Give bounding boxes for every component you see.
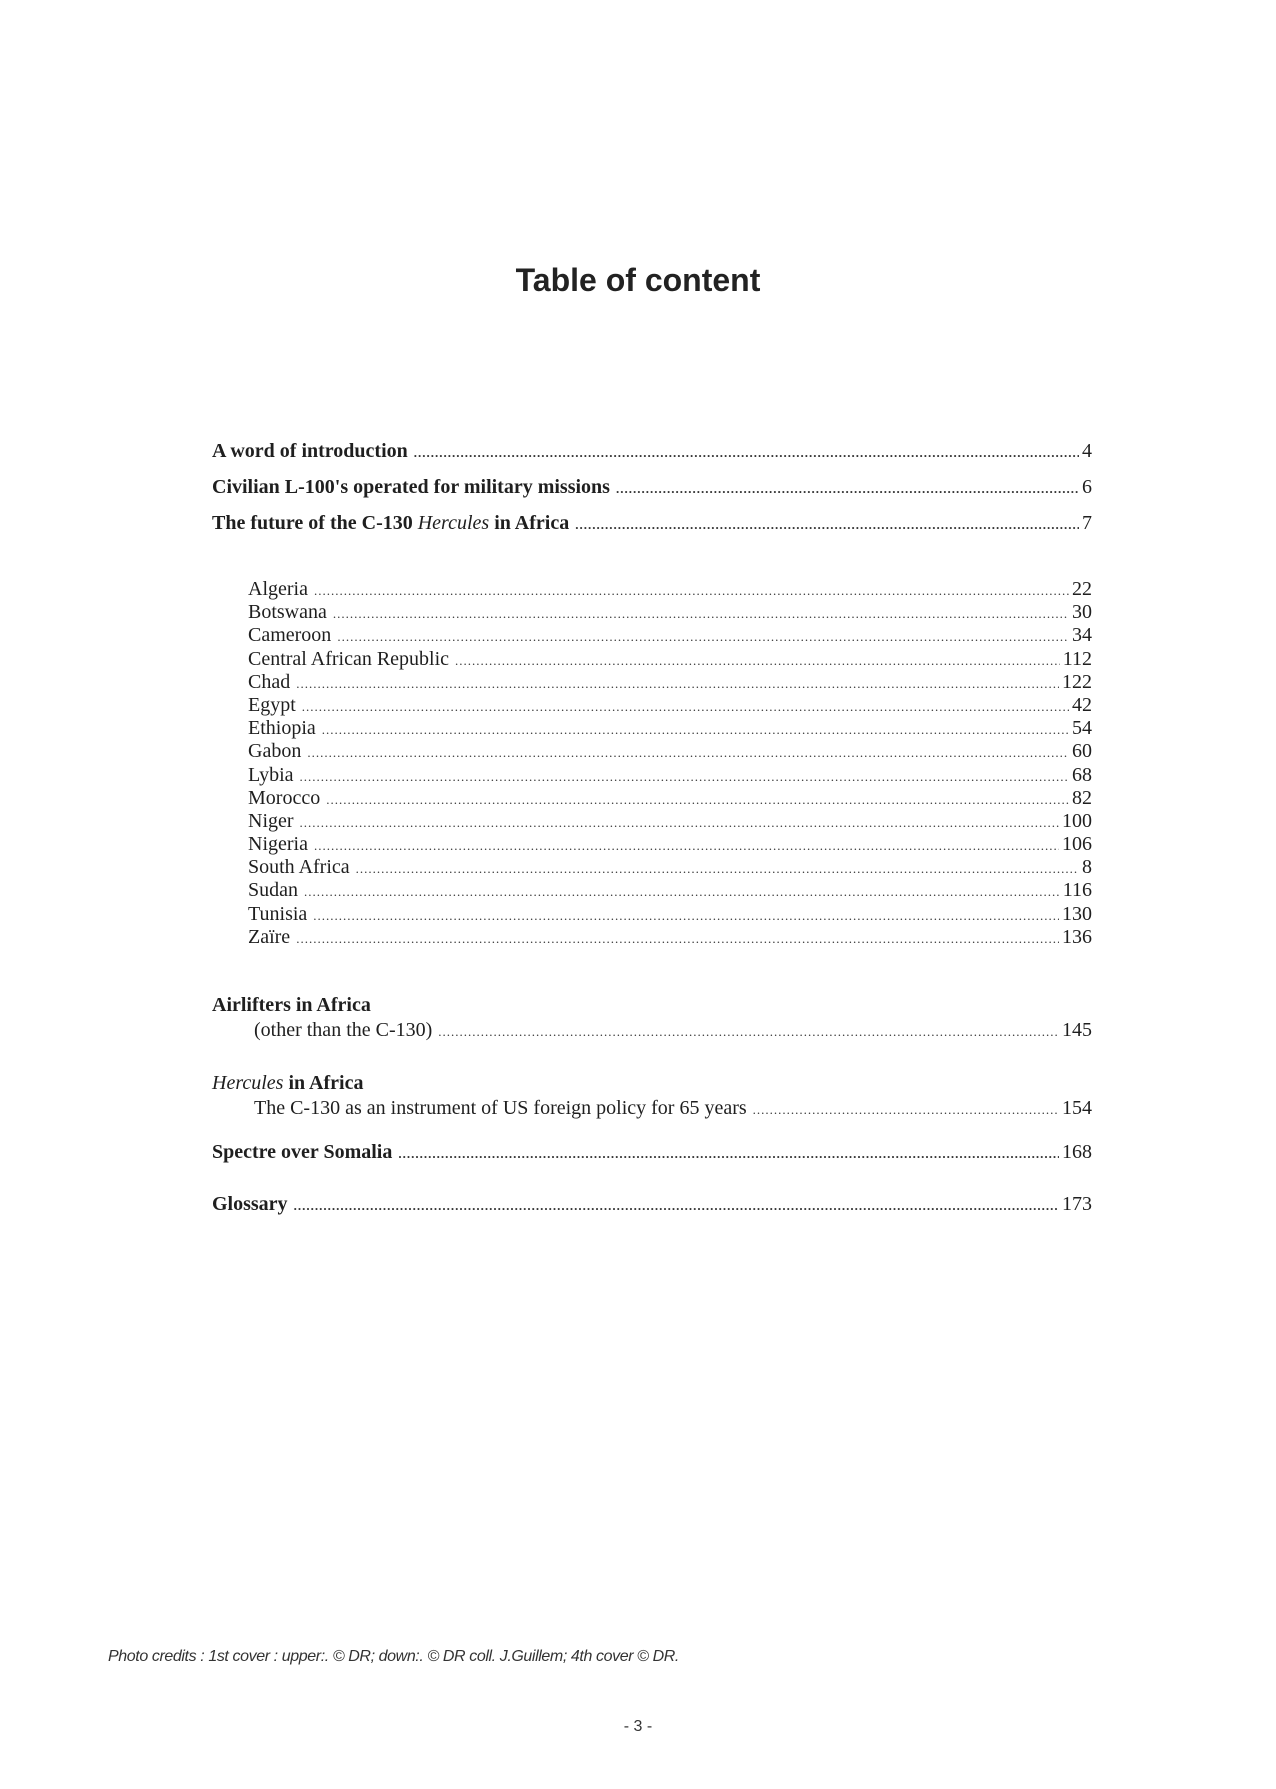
dot-leader: [337, 625, 1069, 648]
country-name: South Africa: [248, 856, 350, 879]
toc-entry-country[interactable]: [212, 764, 1092, 787]
country-page: 8: [1082, 856, 1092, 879]
country-name: Cameroon: [248, 624, 332, 647]
toc-entry-introduction[interactable]: [212, 440, 1092, 476]
country-name: Gabon: [248, 740, 302, 763]
country-name: Sudan: [248, 879, 298, 902]
section-heading: Airlifters in Africa: [212, 994, 371, 1016]
dot-leader: [307, 741, 1069, 764]
dot-leader: [296, 927, 1059, 950]
toc-entry-page: 4: [1082, 440, 1092, 462]
toc-entry-country[interactable]: [212, 578, 1092, 601]
dot-leader: [575, 517, 1079, 533]
country-name: Niger: [248, 809, 294, 832]
country-name: Ethiopia: [248, 717, 316, 740]
toc-entry-future-c130[interactable]: [212, 512, 1092, 548]
toc-entry-country[interactable]: [212, 833, 1092, 856]
toc-entry-country[interactable]: [212, 903, 1092, 926]
toc-entry-spectre[interactable]: [212, 1141, 1092, 1177]
country-page: 60: [1072, 740, 1092, 763]
country-page: 82: [1072, 786, 1092, 809]
country-name: Algeria: [248, 578, 308, 600]
country-page: 34: [1072, 624, 1092, 647]
toc-entry-country[interactable]: [212, 624, 1092, 647]
toc-entry-hercules[interactable]: [212, 1095, 1092, 1121]
dot-leader: [294, 1198, 1059, 1214]
toc-entry-country[interactable]: [212, 671, 1092, 694]
section-heading: Hercules in Africa: [212, 1072, 364, 1094]
toc-entry-page: 173: [1062, 1193, 1092, 1215]
dot-leader: [455, 649, 1060, 672]
dot-leader: [438, 1019, 1059, 1045]
country-page: 122: [1062, 670, 1092, 693]
toc-entry-country[interactable]: [212, 648, 1092, 671]
toc-entry-label: The C-130 as an instrument of US foreign policy for 65 years: [254, 1097, 747, 1119]
country-page: 54: [1072, 717, 1092, 740]
toc-entry-label: The future of the C-130 Hercules in Africa: [212, 512, 570, 534]
toc-entry-page: 7: [1082, 512, 1092, 534]
country-page: 42: [1072, 693, 1092, 716]
country-page: 116: [1062, 879, 1092, 902]
country-page: 130: [1062, 902, 1092, 925]
toc-entry-country[interactable]: [212, 926, 1092, 949]
toc-entry-airlifters[interactable]: [212, 1017, 1092, 1043]
dot-leader: [753, 1097, 1059, 1123]
country-page: 112: [1062, 647, 1092, 670]
country-name: Lybia: [248, 763, 294, 786]
country-page: 30: [1072, 601, 1092, 624]
country-list: [212, 578, 1092, 949]
dot-leader: [616, 481, 1079, 497]
toc-entry-country[interactable]: [212, 810, 1092, 833]
toc-entry-label: Civilian L-100's operated for military missions: [212, 476, 610, 498]
toc-entry-country[interactable]: [212, 787, 1092, 810]
dot-leader: [322, 718, 1069, 741]
country-name: Tunisia: [248, 902, 308, 925]
country-name: Zaïre: [248, 925, 291, 948]
country-page: 100: [1062, 809, 1092, 832]
toc-entry-page: 154: [1062, 1097, 1092, 1119]
country-name: Morocco: [248, 786, 321, 809]
table-of-contents: [212, 440, 1092, 1229]
dot-leader: [304, 880, 1060, 903]
dot-leader: [314, 579, 1069, 602]
toc-entry-label: (other than the C-130): [254, 1019, 433, 1041]
toc-entry-page: 6: [1082, 476, 1092, 498]
toc-entry-glossary[interactable]: [212, 1193, 1092, 1229]
toc-entry-country[interactable]: [212, 879, 1092, 902]
dot-leader: [314, 834, 1059, 857]
toc-entry-label: A word of introduction: [212, 440, 408, 462]
toc-entry-label: Glossary: [212, 1193, 288, 1215]
country-page: 68: [1072, 763, 1092, 786]
country-page: 106: [1062, 833, 1092, 856]
toc-entry-label: Spectre over Somalia: [212, 1141, 393, 1163]
dot-leader: [313, 904, 1059, 927]
toc-entry-country[interactable]: [212, 856, 1092, 879]
dot-leader: [300, 765, 1069, 788]
dot-leader: [398, 1146, 1059, 1162]
country-name: Central African Republic: [248, 647, 450, 670]
photo-credits: Photo credits : 1st cover : upper:. © DR; down:. © DR coll. J.Guillem; 4th cover © DR.: [108, 1648, 679, 1665]
toc-section-hercules[interactable]: [212, 1071, 1092, 1121]
country-name: Botswana: [248, 601, 327, 624]
dot-leader: [333, 602, 1069, 625]
country-page: 22: [1072, 578, 1092, 600]
page-title: Table of content: [515, 262, 761, 298]
dot-leader: [296, 672, 1059, 695]
dot-leader: [326, 788, 1069, 811]
toc-entry-page: 168: [1062, 1141, 1092, 1163]
country-name: Egypt: [248, 693, 296, 716]
toc-entry-page: 145: [1062, 1019, 1092, 1041]
country-name: Chad: [248, 670, 291, 693]
page-number: - 3 -: [623, 1718, 653, 1735]
country-name: Nigeria: [248, 833, 308, 856]
country-page: 136: [1062, 925, 1092, 948]
toc-entry-country[interactable]: [212, 694, 1092, 717]
dot-leader: [356, 857, 1079, 880]
toc-section-airlifters[interactable]: [212, 993, 1092, 1043]
dot-leader: [414, 445, 1079, 461]
toc-entry-country[interactable]: [212, 601, 1092, 624]
toc-entry-country[interactable]: [212, 717, 1092, 740]
dot-leader: [300, 811, 1059, 834]
dot-leader: [302, 695, 1069, 718]
toc-entry-civilian-l100[interactable]: [212, 476, 1092, 512]
toc-entry-country[interactable]: [212, 740, 1092, 763]
